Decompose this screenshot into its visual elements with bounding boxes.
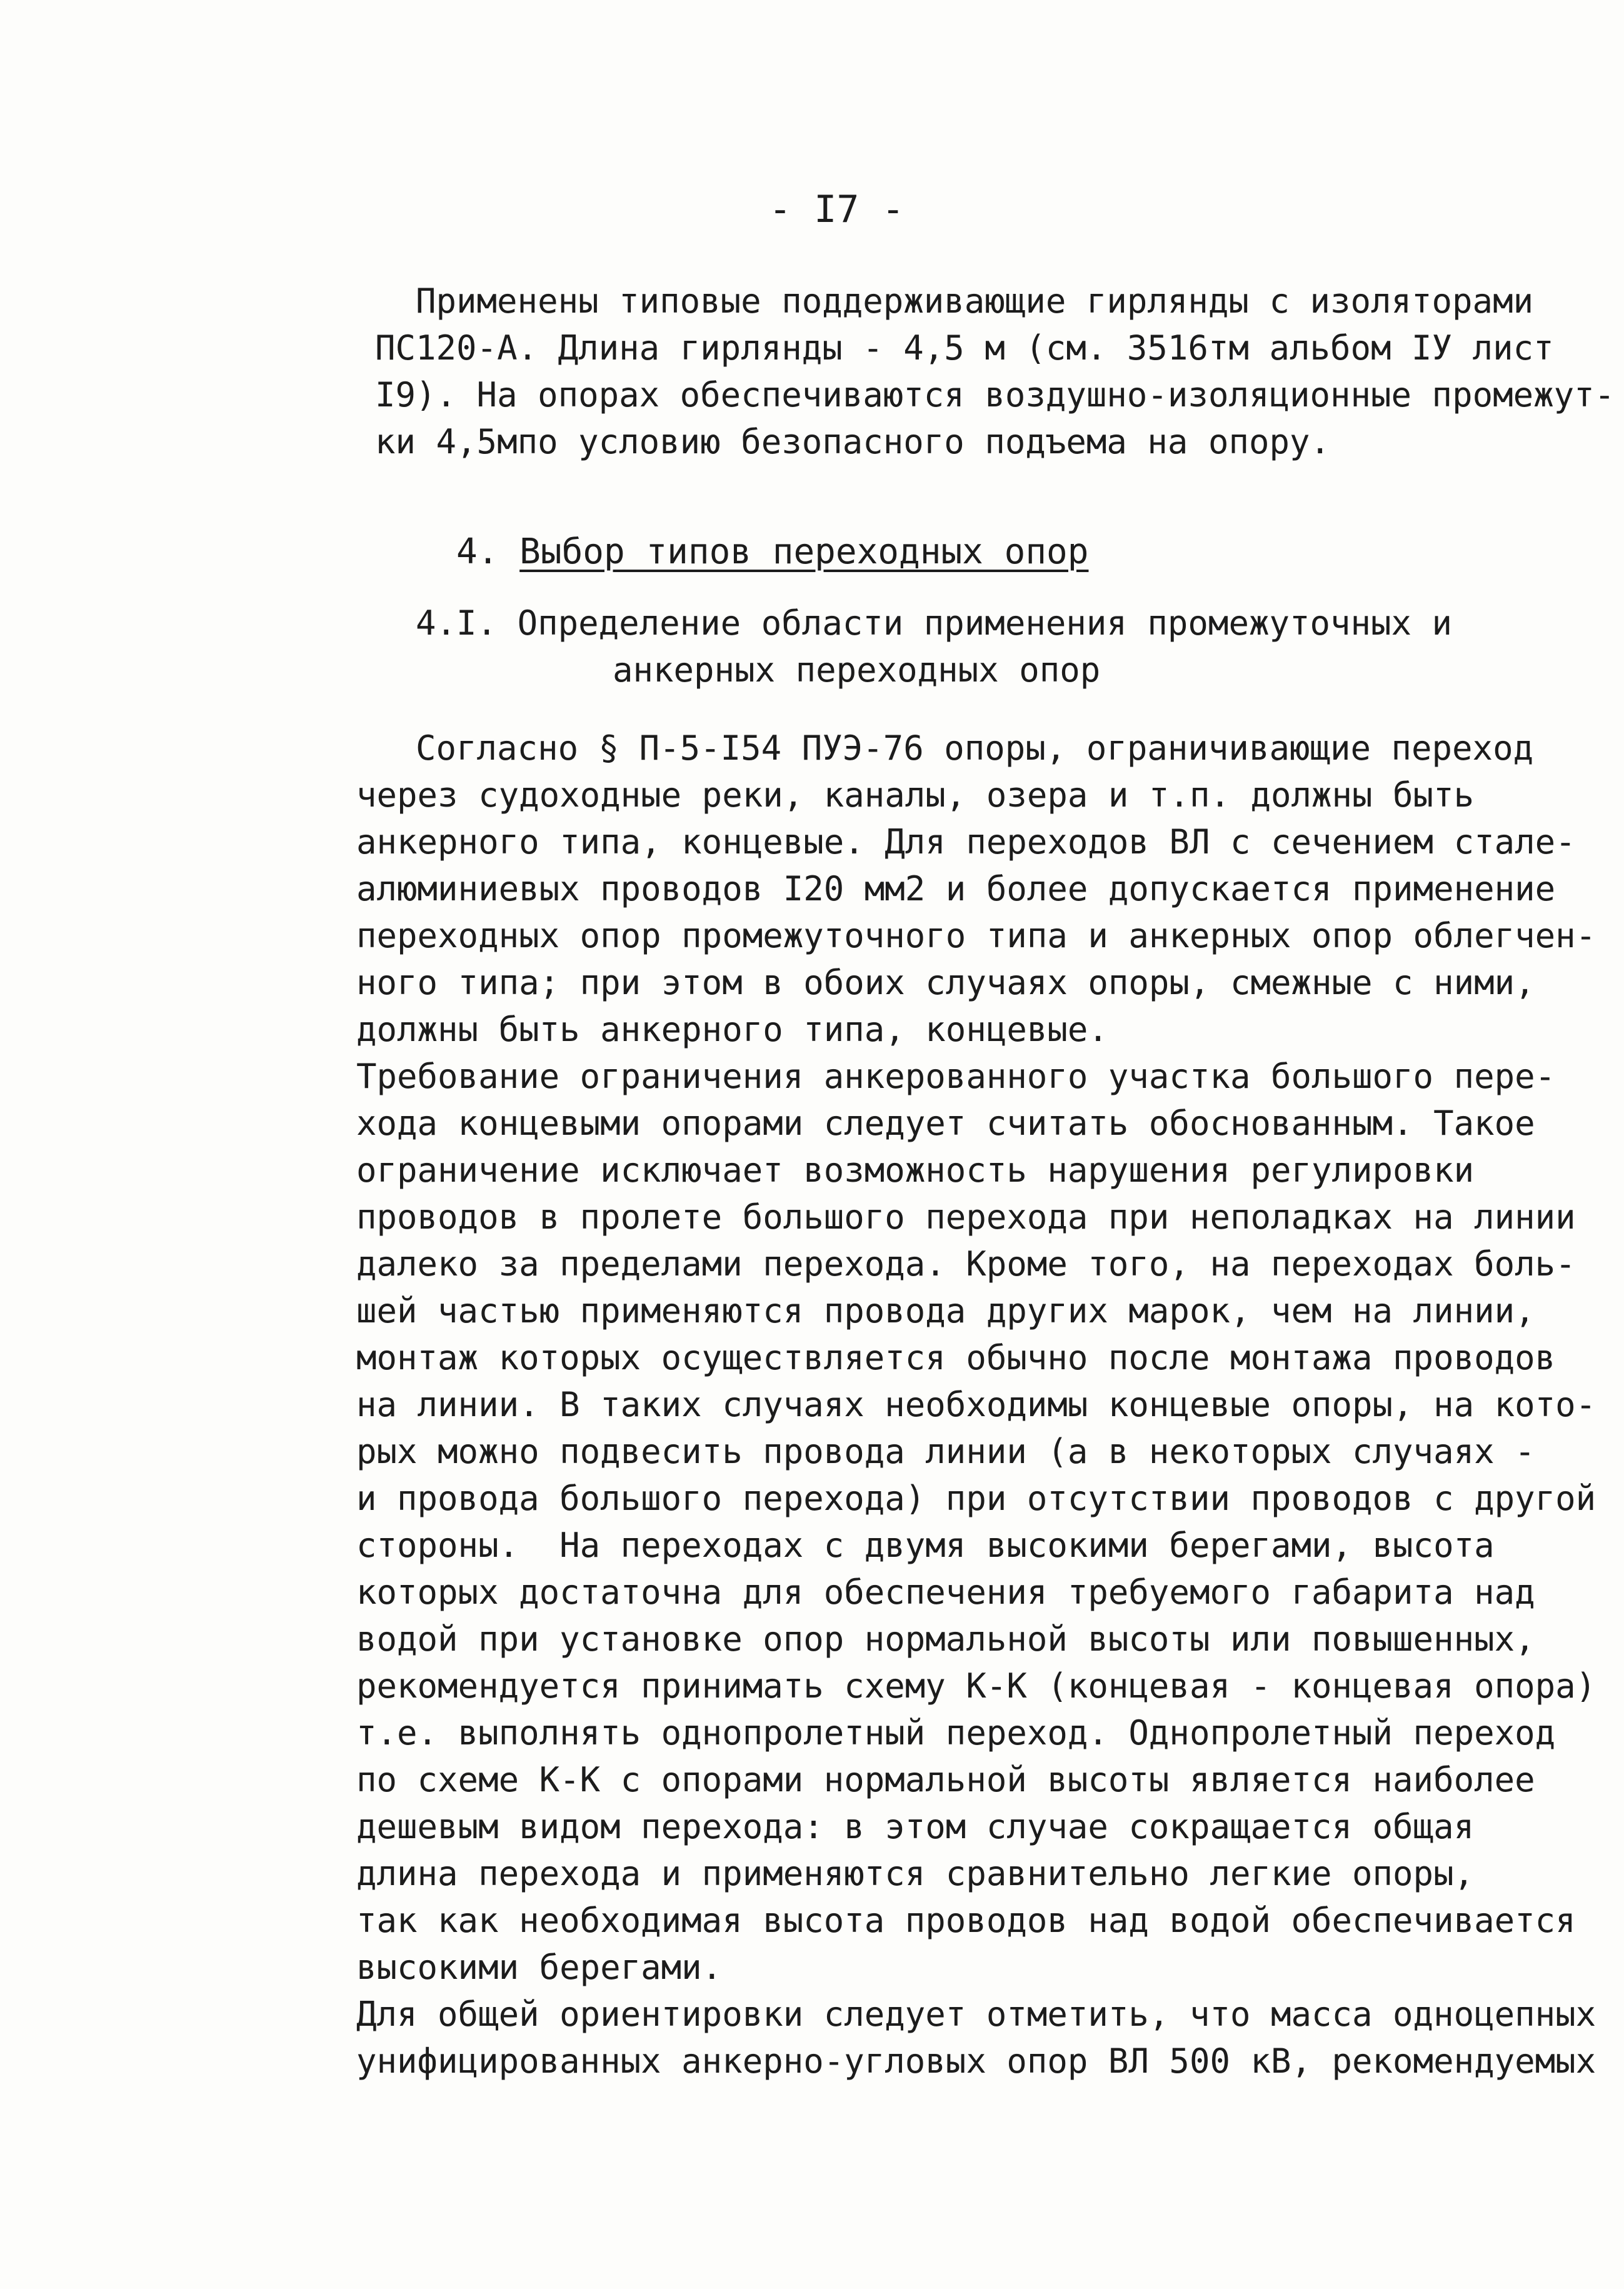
p3-line-1: Для общей ориентировки следует отметить, что масса одноцепных <box>356 1995 1596 2034</box>
intro-line-1: Применены типовые поддерживающие гирлянды с изоляторами <box>416 281 1534 321</box>
p2-line-15: т.е. выполнять однопролетный переход. Однопролетный переход <box>356 1713 1556 1753</box>
p2-line-10: и провода большого перехода) при отсутствии проводов с другой <box>356 1479 1596 1518</box>
section-heading <box>456 531 1088 572</box>
p1-line-3: анкерного типа, концевые. Для переходов ВЛ с сечением стале- <box>356 822 1576 862</box>
p1-line-2: через судоходные реки, каналы, озера и т.п. должны быть <box>356 775 1475 815</box>
p2-line-8: на линии. В таких случаях необходимы концевые опоры, на кото- <box>356 1385 1596 1424</box>
p2-line-16: по схеме К-К с опорами нормальной высоты является наиболее <box>356 1760 1535 1799</box>
p1-line-6: ного типа; при этом в обоих случаях опоры, смежные с ними, <box>356 963 1535 1002</box>
subsection-title-line-2: анкерных переходных опор <box>613 650 1101 690</box>
p2-line-2: хода концевыми опорами следует считать обоснованным. Такое <box>356 1104 1535 1143</box>
p2-line-19: так как необходимая высота проводов над водой обеспечивается <box>356 1901 1576 1940</box>
p2-line-11: стороны. На переходах с двумя высокими берегами, высота <box>356 1526 1495 1565</box>
section-title: Выбор типов переходных опор <box>519 531 1089 572</box>
p2-line-4: проводов в пролете большого перехода при неполадках на линии <box>356 1197 1576 1237</box>
p1-line-7: должны быть анкерного типа, концевые. <box>356 1010 1108 1049</box>
p2-line-9: рых можно подвесить провода линии (а в некоторых случаях - <box>356 1432 1535 1471</box>
p2-line-18: длина перехода и применяются сравнительно легкие опоры, <box>356 1854 1475 1893</box>
p2-line-17: дешевым видом перехода: в этом случае сокращается общая <box>356 1807 1475 1846</box>
p2-line-1: Требование ограничения анкерованного участка большого пере- <box>356 1057 1556 1096</box>
subsection-heading <box>416 603 1452 643</box>
p2-line-3: ограничение исключает возможность нарушения регулировки <box>356 1150 1475 1190</box>
p1-line-1: Согласно § П-5-I54 ПУЭ-76 опоры, ограничивающие переход <box>416 728 1534 768</box>
p1-line-4: алюминиевых проводов I20 мм2 и более допускается применение <box>356 869 1556 908</box>
subsection-number: 4.I. <box>416 603 498 643</box>
p2-line-12: которых достаточна для обеспечения требуемого габарита над <box>356 1572 1535 1612</box>
page-number: - I7 - <box>769 188 905 231</box>
intro-line-4: ки 4,5мпо условию безопасного подъема на опору. <box>375 422 1331 461</box>
p2-line-7: монтаж которых осуществляется обычно после монтажа проводов <box>356 1338 1556 1377</box>
p1-line-5: переходных опор промежуточного типа и анкерных опор облегчен- <box>356 916 1596 955</box>
section-number: 4. <box>456 531 499 572</box>
p3-line-2: унифицированных анкерно-угловых опор ВЛ 500 кВ, рекомендуемых <box>356 2041 1596 2081</box>
p2-line-20: высокими берегами. <box>356 1948 723 1987</box>
p2-line-6: шей частью применяются провода других марок, чем на линии, <box>356 1291 1535 1331</box>
subsection-title-line-1: Определение области применения промежуточных и <box>517 603 1453 643</box>
p2-line-5: далеко за пределами перехода. Кроме того, на переходах боль- <box>356 1244 1576 1284</box>
p2-line-14: рекомендуется принимать схему К-К (концевая - концевая опора) <box>356 1666 1596 1706</box>
intro-line-2: ПС120-А. Длина гирлянды - 4,5 м (см. 3516тм альбом IУ лист <box>375 328 1554 368</box>
p2-line-13: водой при установке опор нормальной высоты или повышенных, <box>356 1619 1535 1659</box>
intro-line-3: I9). На опорах обеспечиваются воздушно-изоляционные промежут- <box>375 375 1615 415</box>
